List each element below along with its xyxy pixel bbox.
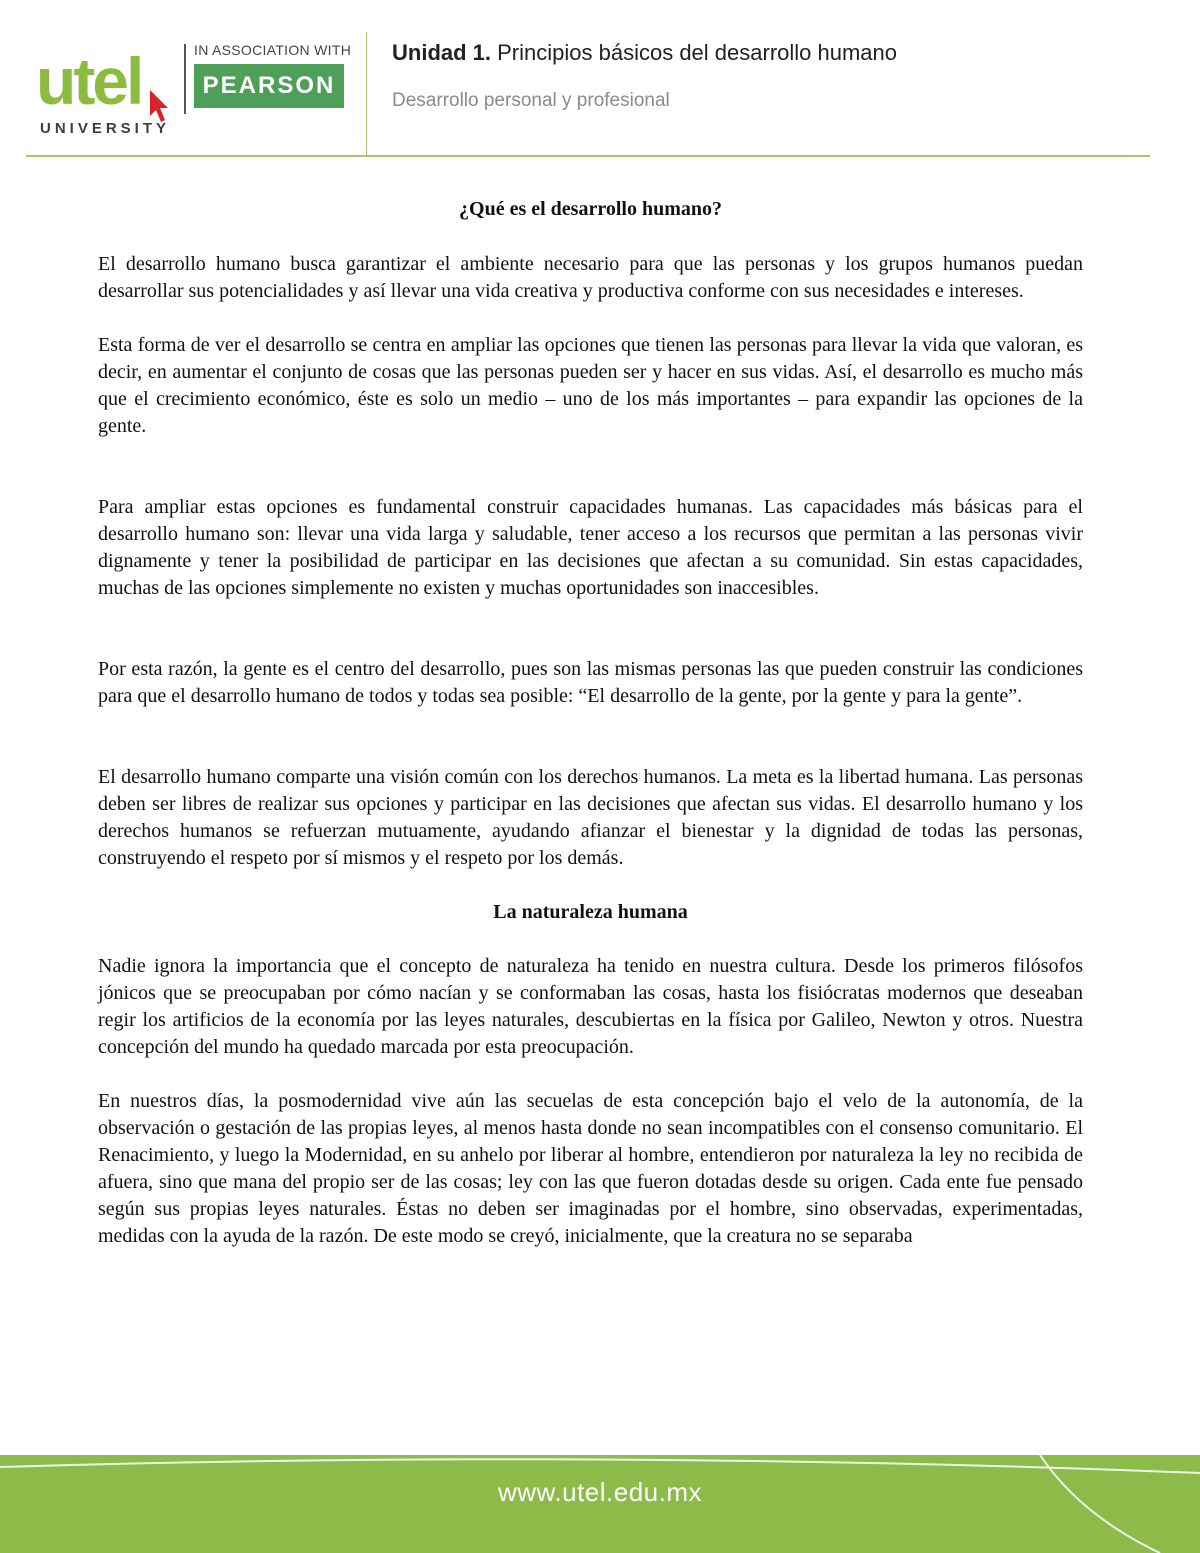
header-divider-horizontal [26, 155, 1150, 157]
utel-pearson-logo [36, 40, 356, 150]
paragraph: Esta forma de ver el desarrollo se centra en ampliar las opciones que tienen las personas para llevar la vida que valoran, es decir, en aumentar el conjunto de cosas que las personas pueden ser y hacer en sus vidas. Así, el desarrollo es mucho más que el crecimiento económico, éste es solo un medio – uno de los más importantes – para expandir las opciones de la gente. [98, 334, 1083, 437]
unit-title-text: Principios básicos del desarrollo humano [491, 40, 898, 65]
document-body [98, 196, 1083, 1250]
subject-title: Desarrollo personal y profesional [392, 90, 670, 111]
header-divider-vertical [366, 32, 367, 156]
paragraph: El desarrollo humano comparte una visión común con los derechos humanos. La meta es la libertad humana. Las personas deben ser libres de realizar sus opciones y participar en las decisiones que afectan sus vidas. El desarrollo humano y los derechos humanos se refuerzan mutuamente, ayudando afianzar el bienestar y la dignidad de todas las personas, construyendo el respeto por sí mismos y el respeto por los demás. [98, 766, 1083, 869]
page-header [0, 0, 1200, 160]
paragraph: Nadie ignora la importancia que el concepto de naturaleza ha tenido en nuestra cultura. Desde los primeros filósofos jónicos que se preocupaban por cómo nacían y se conformaban las cosas, hasta los fisiócratas modernos que deseaban regir los artificios de la economía por las leyes naturales, descubiertas en la física por Galileo, Newton y otros. Nuestra concepción del mundo ha quedado marcada por esta preocupación. [98, 955, 1083, 1058]
footer-url[interactable]: www.utel.edu.mx [497, 1477, 703, 1507]
section-heading: ¿Qué es el desarrollo humano? [459, 198, 722, 220]
logo-brand: utel [36, 44, 142, 118]
section-heading: La naturaleza humana [493, 901, 688, 923]
paragraph: En nuestros días, la posmodernidad vive aún las secuelas de esta concepción bajo el velo de la autonomía, de la observación o gestación de las propias leyes, al menos hasta donde no sean incompatibles con el consenso comunitario. El Renacimiento, y luego la Modernidad, en su anhelo por liberar al hombre, entendieron por naturaleza la ley no recibida de afuera, sino que mana del propio ser de las cosas; ley con las que fueron dotadas desde su origen. Cada ente fue pensado según sus propias leyes naturales. Éstas no deben ser imaginadas por el hombre, sino observadas, experimentadas, medidas con la ayuda de la razón. De este modo se creyó, inicialmente, que la creatura no se separaba [98, 1090, 1083, 1247]
page-footer [0, 1455, 1200, 1553]
paragraph: Para ampliar estas opciones es fundamental construir capacidades humanas. Las capacidades más básicas para el desarrollo humano son: llevar una vida larga y saludable, tener acceso a los recursos que permitan a las personas vivir dignamente y tener la posibilidad de participar en las decisiones que afectan a su comunidad. Sin estas capacidades, muchas de las opciones simplemente no existen y muchas oportunidades son inaccesibles. [98, 496, 1083, 599]
logo-association-text: IN ASSOCIATION WITH [194, 42, 352, 58]
logo-divider [184, 44, 186, 114]
unit-title [392, 40, 897, 66]
logo-university: UNIVERSITY [40, 120, 171, 137]
paragraph: Por esta razón, la gente es el centro del desarrollo, pues son las mismas personas las que pueden construir las condiciones para que el desarrollo humano de todos y todas sea posible: “El desarrollo de la gente, por la gente y para la gente”. [98, 658, 1083, 707]
unit-label: Unidad 1. [392, 40, 492, 65]
pearson-logo: PEARSON [194, 64, 344, 108]
paragraph: El desarrollo humano busca garantizar el ambiente necesario para que las personas y los grupos humanos puedan desarrollar sus potencialidades y así llevar una vida creativa y productiva conforme con sus necesidades e intereses. [98, 253, 1083, 302]
